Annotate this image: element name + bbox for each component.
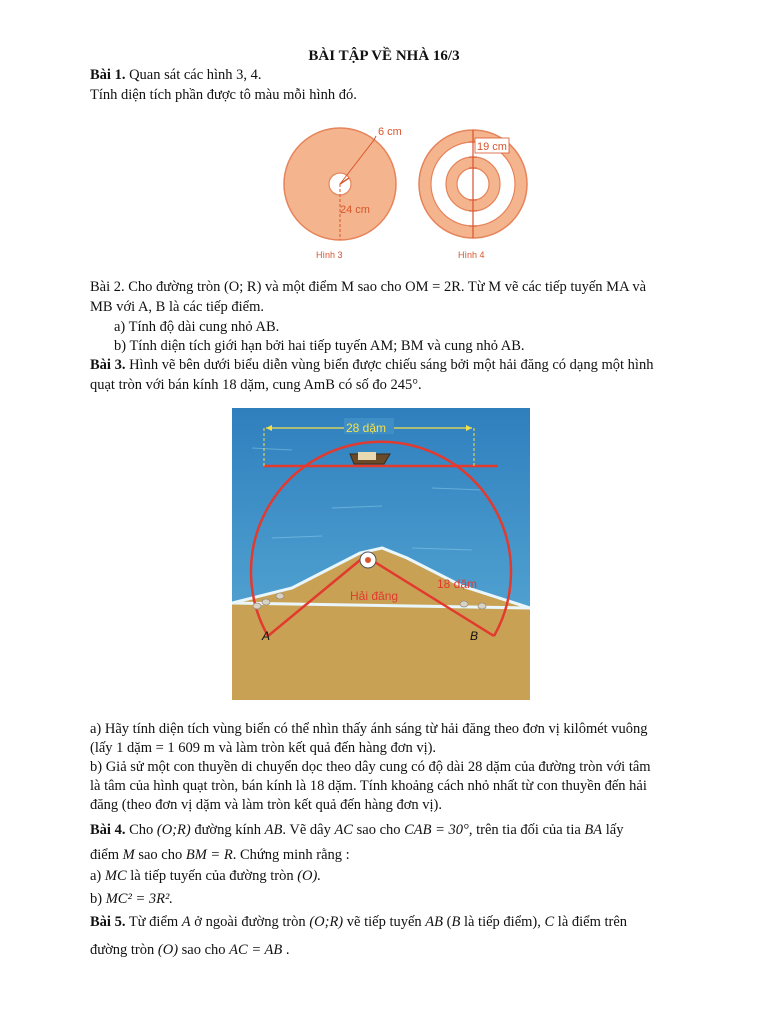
bai5-segment-ab: AB bbox=[425, 914, 444, 930]
bai3-text: Hình vẽ bên dưới biểu diễn vùng biển được chiếu sáng bởi một hải đăng có dạng một hình bbox=[129, 357, 654, 373]
bai4-circle-notation: (O;R) bbox=[156, 822, 191, 838]
bai5-ac-equals-ab: AC = AB bbox=[229, 942, 283, 958]
page-title: BÀI TẬP VỀ NHÀ 16/3 bbox=[308, 48, 460, 64]
lighthouse-figure bbox=[232, 408, 530, 700]
bai4-segment-ac: AC bbox=[334, 822, 353, 838]
bai4-segment-ab: AB bbox=[264, 822, 283, 838]
bai2-label: Bài 2. bbox=[90, 279, 125, 295]
bai5-text: sao cho bbox=[181, 942, 226, 958]
hinh3-figure bbox=[284, 126, 402, 260]
label-lighthouse: Hải đăng bbox=[350, 589, 399, 603]
bai4-part-a-label: a) bbox=[90, 868, 102, 884]
bai3-part-b-line3: đăng (theo đơn vị dặm và làm tròn kết quả đến hàng đơn vị). bbox=[90, 797, 442, 813]
bai2-text: Cho đường tròn (O; R) và một điểm M sao cho OM = 2R. Từ M vẽ các tiếp tuyến MA và bbox=[128, 279, 647, 295]
bai4-text: . Vẽ dây bbox=[282, 822, 331, 838]
bai5-text: đường tròn bbox=[90, 942, 155, 958]
label-18-miles: 18 dặm bbox=[437, 577, 478, 591]
hinh4-label-19cm: 19 cm bbox=[477, 141, 507, 153]
lighthouse-icon bbox=[360, 552, 376, 568]
bai2-part-a: a) Tính độ dài cung nhỏ AB. bbox=[114, 319, 280, 335]
bai3-part-b-line2: là tâm của hình quạt tròn, bán kính là 18 dặm. Tính khoảng cách nhỏ nhất từ con thuyền đến hải bbox=[90, 778, 647, 794]
hinh4-figure bbox=[419, 130, 527, 260]
bai4-part-b-label: b) bbox=[90, 891, 103, 907]
bai5-circle-notation: (O;R) bbox=[309, 914, 344, 930]
bai4-angle-cab: CAB = 30° bbox=[404, 822, 469, 838]
bai1-text: Quan sát các hình 3, 4. bbox=[129, 67, 262, 83]
bai3-line2: quạt tròn với bán kính 18 dặm, cung AmB có số đo 245°. bbox=[90, 377, 422, 393]
bai3-part-a-line1: a) Hãy tính diện tích vùng biển có thể nhìn thấy ánh sáng từ hải đăng theo đơn vị kilômét vuông bbox=[90, 721, 648, 737]
bai5-point-c: C bbox=[544, 914, 555, 930]
bai1-line1 bbox=[90, 66, 262, 84]
bai4-label: Bài 4. bbox=[90, 822, 126, 838]
bai4-part-b bbox=[90, 890, 173, 908]
bai4-segment-mc: MC bbox=[104, 868, 127, 884]
bai4-text: đường kính bbox=[194, 822, 262, 838]
hinh3-caption: Hình 3 bbox=[316, 250, 343, 260]
bai4-text: , trên tia đối của tia bbox=[468, 822, 581, 838]
bai5-label: Bài 5. bbox=[90, 914, 126, 930]
bai2-part-b: b) Tính diện tích giới hạn bởi hai tiếp tuyến AM; BM và cung nhỏ AB. bbox=[114, 338, 525, 354]
bai4-equation: MC² = 3R². bbox=[105, 891, 173, 907]
bai5-line2 bbox=[90, 941, 289, 959]
bai3-part-a-line2: (lấy 1 dặm = 1 609 m và làm tròn kết quả đến hàng đơn vị). bbox=[90, 740, 437, 756]
label-28-miles: 28 dặm bbox=[346, 421, 387, 435]
hinh4-caption: Hình 4 bbox=[458, 250, 485, 260]
hinh3-label-6cm: 6 cm bbox=[378, 126, 402, 138]
bai4-part-a bbox=[90, 867, 321, 885]
bai4-point-m: M bbox=[122, 847, 135, 863]
bai4-text: là tiếp tuyến của đường tròn bbox=[130, 868, 294, 884]
bai5-text: là điểm trên bbox=[557, 914, 628, 930]
bai1-label: Bài 1. bbox=[90, 67, 126, 83]
bai4-line2 bbox=[90, 846, 350, 864]
bai5-point-b: B bbox=[451, 914, 461, 930]
bai5-circle-o: (O) bbox=[157, 942, 179, 958]
bai4-text: lấy bbox=[605, 822, 624, 838]
bai1-line2: Tính diện tích phần được tô màu mỗi hình đó. bbox=[90, 87, 357, 103]
bai3-line1 bbox=[90, 356, 653, 374]
bai4-line1 bbox=[90, 821, 623, 839]
bai5-text: ( bbox=[446, 914, 452, 930]
bai5-text: ở ngoài đường tròn bbox=[194, 914, 306, 930]
bai4-text: điểm bbox=[90, 847, 119, 863]
bai4-text: sao cho bbox=[356, 822, 401, 838]
bai4-circle-o: (O). bbox=[297, 868, 321, 884]
bai3-part-b-line1: b) Giả sử một con thuyền di chuyển dọc theo dây cung có độ dài 28 dặm của đường tròn với tâm bbox=[90, 759, 651, 775]
bai3-label: Bài 3. bbox=[90, 357, 126, 373]
hinh3-label-24cm: 24 cm bbox=[340, 204, 370, 216]
label-point-b: B bbox=[470, 629, 479, 643]
label-point-a: A bbox=[262, 629, 271, 643]
bai5-text: vẽ tiếp tuyến bbox=[346, 914, 422, 930]
boat bbox=[350, 452, 390, 464]
bai5-line1 bbox=[90, 913, 627, 931]
bai4-ray-ba: BA bbox=[584, 822, 603, 838]
bai4-text: Cho bbox=[129, 822, 154, 838]
figure-hinh-3-4 bbox=[270, 118, 550, 264]
bai4-bm-equals-r: BM = R bbox=[185, 847, 233, 863]
bai5-text: Từ điểm bbox=[128, 914, 179, 930]
bai5-text: là tiếp điểm), bbox=[463, 914, 541, 930]
bai2-line2: MB với A, B là các tiếp điểm. bbox=[90, 299, 264, 315]
bai4-text: sao cho bbox=[138, 847, 183, 863]
bai4-text: . Chứng minh rằng : bbox=[232, 847, 350, 863]
bai2-line1 bbox=[90, 278, 646, 296]
bai5-text: . bbox=[285, 942, 290, 958]
bai5-point-a: A bbox=[181, 914, 191, 930]
